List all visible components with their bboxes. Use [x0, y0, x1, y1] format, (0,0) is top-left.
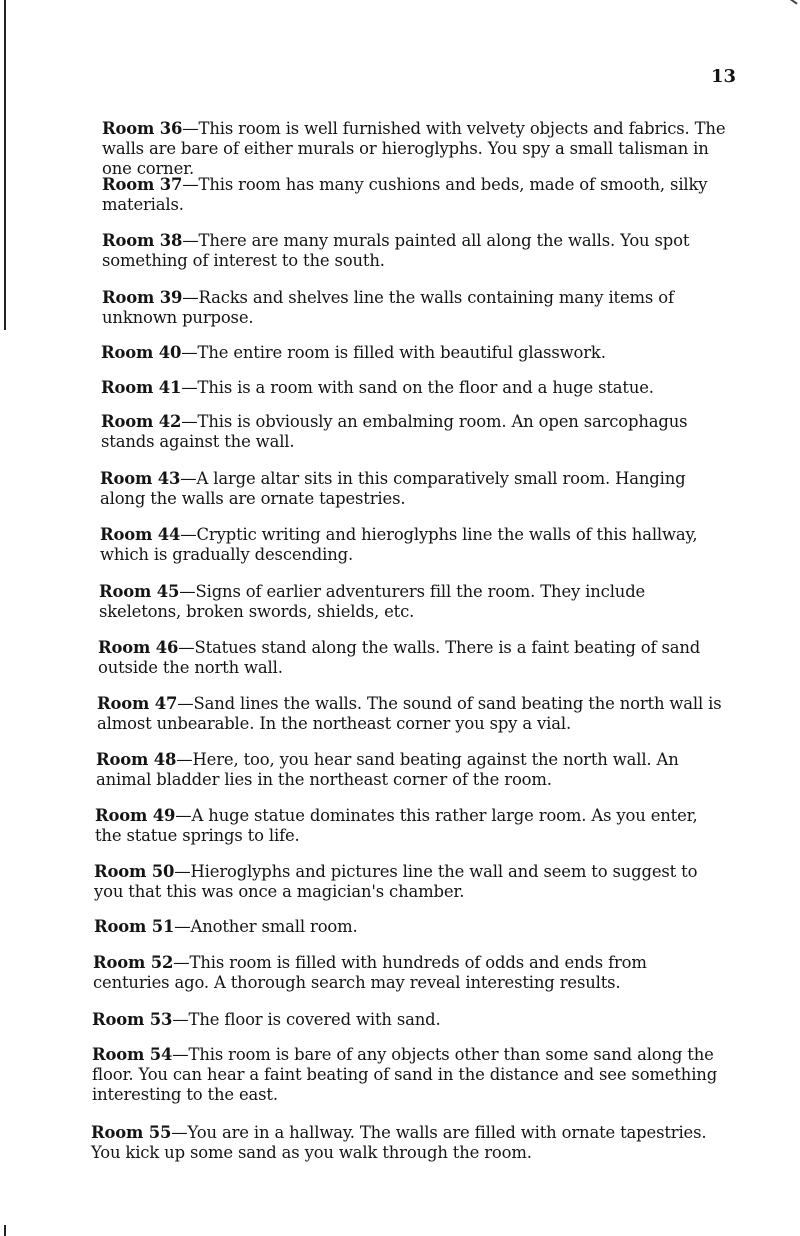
room-text: —Here, too, you hear sand beating against the north wall. An animal bladder lies in the northeast corner of the room. [96, 750, 679, 789]
room-label: Room 36 [102, 119, 183, 138]
room-label: Room 42 [101, 412, 182, 431]
room-text: —This room is well furnished with velvety objects and fabrics. The walls are bare of either murals or hieroglyphs. You spy a small talisman in one corner. [102, 119, 726, 178]
room-entry [98, 638, 726, 678]
room-text: —Signs of earlier adventurers fill the room. They include skeletons, broken swords, shields, etc. [99, 582, 646, 621]
room-entry [91, 1123, 719, 1163]
room-label: Room 46 [98, 638, 179, 657]
room-label: Room 51 [94, 917, 175, 936]
room-text: —This room has many cushions and beds, made of smooth, silky materials. [102, 175, 708, 214]
room-entry [99, 582, 727, 622]
room-label: Room 53 [92, 1010, 173, 1029]
room-entry [100, 525, 728, 565]
room-label: Room 52 [93, 953, 174, 972]
room-label: Room 45 [99, 582, 180, 601]
room-entry [92, 1045, 720, 1105]
room-label: Room 37 [102, 175, 183, 194]
room-text: —This room is filled with hundreds of odds and ends from centuries ago. A thorough search may reveal interesting results. [93, 953, 647, 992]
room-text: —The entire room is filled with beautiful glasswork. [181, 343, 606, 362]
room-label: Room 38 [102, 231, 183, 250]
room-label: Room 39 [102, 288, 183, 307]
room-text: —This is a room with sand on the floor and a huge statue. [181, 378, 654, 397]
room-text: —The floor is covered with sand. [172, 1010, 441, 1029]
room-text: —Racks and shelves line the walls containing many items of unknown purpose. [102, 288, 674, 327]
room-entry [93, 953, 721, 993]
room-entry [102, 175, 730, 215]
corner-mark [788, 0, 797, 5]
room-entry [92, 1010, 720, 1030]
room-label: Room 44 [100, 525, 181, 544]
room-text: —Statues stand along the walls. There is a faint beating of sand outside the north wall. [98, 638, 701, 677]
room-text: —A large altar sits in this comparatively small room. Hanging along the walls are ornate tapestries. [100, 469, 686, 508]
room-text: —There are many murals painted all along the walls. You spot something of interest to the south. [102, 231, 690, 270]
room-text: —Cryptic writing and hieroglyphs line the walls of this hallway, which is gradually descending. [100, 525, 698, 564]
room-entry [101, 412, 729, 452]
room-text: —This room is bare of any objects other than some sand along the floor. You can hear a faint beating of sand in the distance and see something interesting to the east. [92, 1045, 718, 1104]
room-label: Room 54 [92, 1045, 173, 1064]
room-label: Room 47 [97, 694, 178, 713]
room-text: —A huge statue dominates this rather large room. As you enter, the statue springs to life. [95, 806, 698, 845]
room-label: Room 43 [100, 469, 181, 488]
binding-edge-lower [4, 1225, 6, 1236]
room-entry [94, 917, 722, 937]
binding-edge [4, 0, 6, 330]
room-entry [97, 694, 725, 734]
room-label: Room 40 [101, 343, 182, 362]
room-label: Room 55 [91, 1123, 172, 1142]
room-label: Room 48 [96, 750, 177, 769]
room-entry [101, 378, 729, 398]
room-entry [95, 806, 723, 846]
room-label: Room 49 [95, 806, 176, 825]
room-label: Room 50 [94, 862, 175, 881]
room-text: —You are in a hallway. The walls are filled with ornate tapestries. You kick up some sand as you walk through the room. [91, 1123, 707, 1162]
room-entry [101, 343, 729, 363]
page-number: 13 [710, 66, 736, 87]
room-text: —Another small room. [174, 917, 358, 936]
room-entry [96, 750, 724, 790]
room-text: —Hieroglyphs and pictures line the wall and seem to suggest to you that this was once a magician's chamber. [94, 862, 698, 901]
room-entry [102, 288, 730, 328]
room-entry [94, 862, 722, 902]
room-entry [100, 469, 728, 509]
room-entry [102, 119, 730, 179]
room-label: Room 41 [101, 378, 182, 397]
room-entry [102, 231, 730, 271]
room-text: —This is obviously an embalming room. An open sarcophagus stands against the wall. [101, 412, 688, 451]
room-text: —Sand lines the walls. The sound of sand beating the north wall is almost unbearable. In the northeast corner you spy a vial. [97, 694, 722, 733]
